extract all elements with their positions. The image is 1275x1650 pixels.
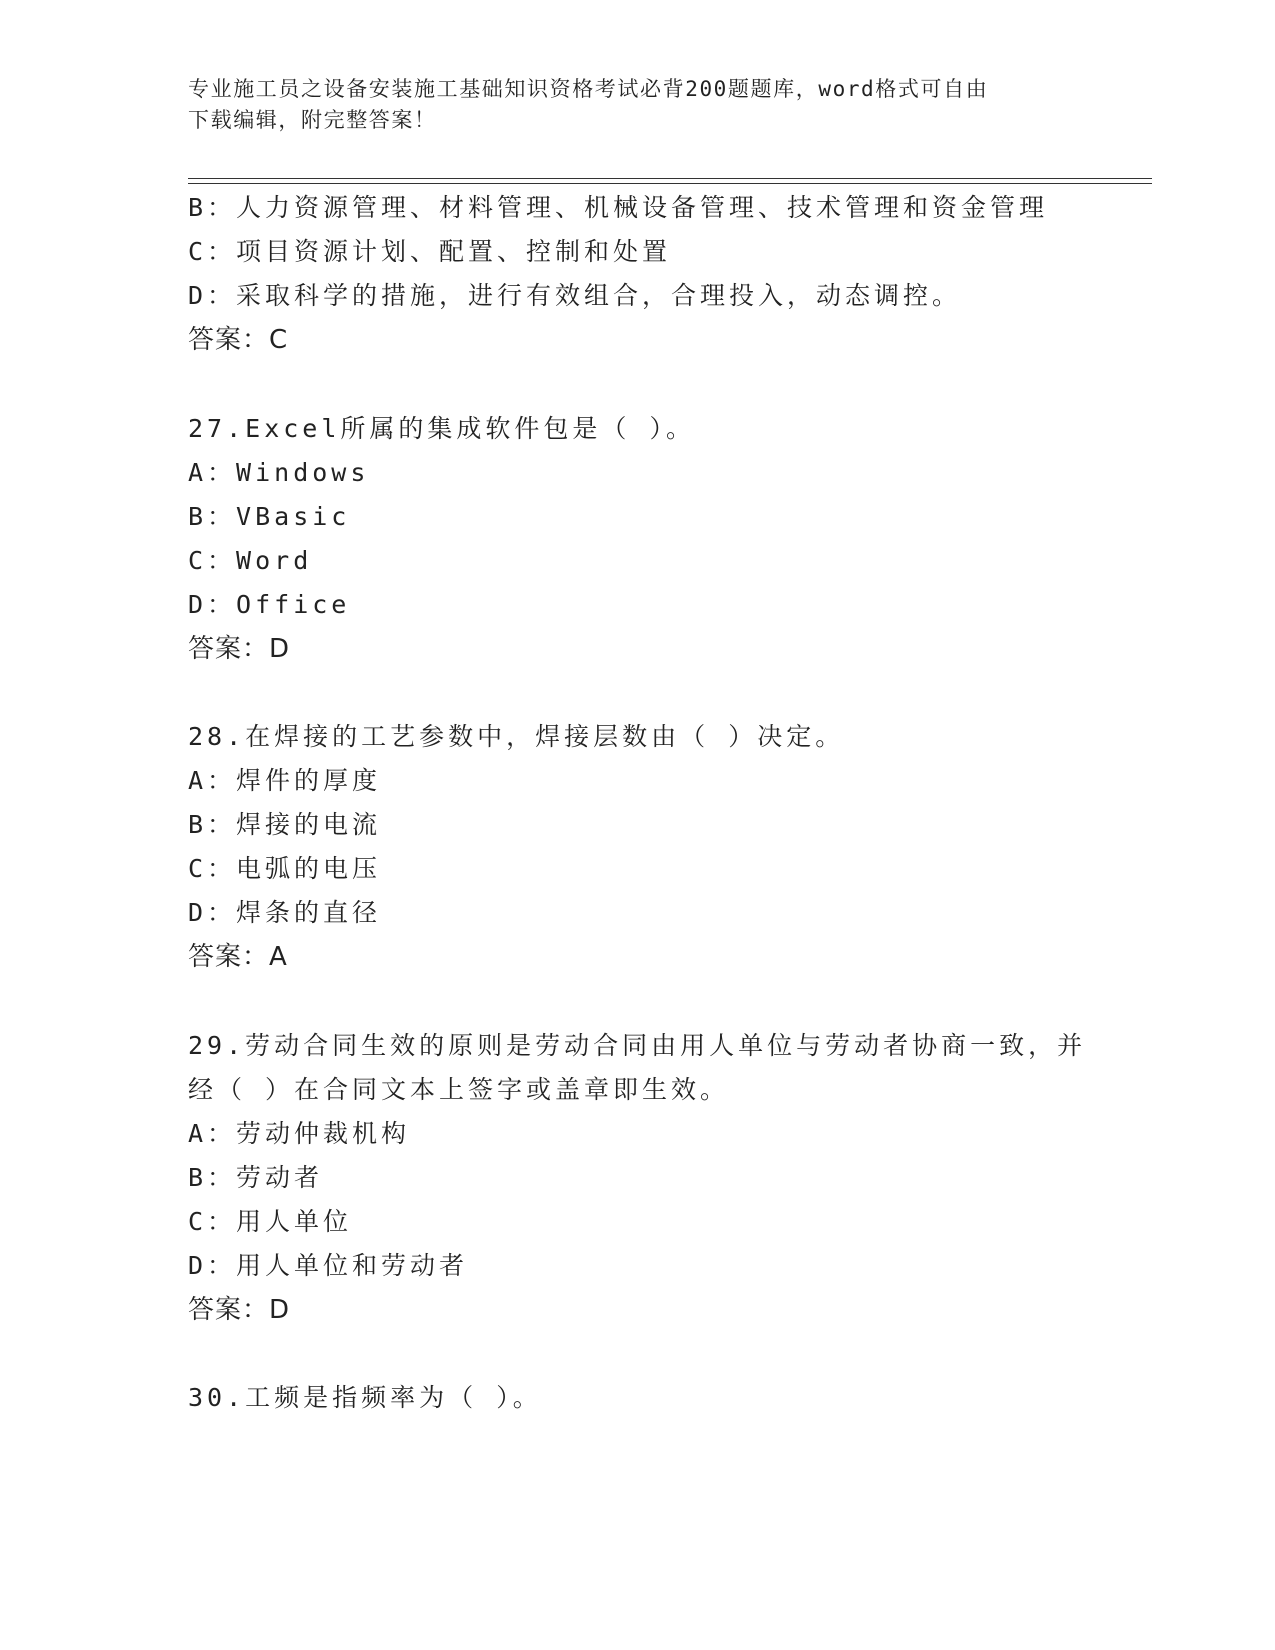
q29-question-line-1: 29.劳动合同生效的原则是劳动合同由用人单位与劳动者协商一致，并 <box>188 1031 1087 1060</box>
header-divider-bottom <box>188 183 1152 184</box>
q28-option-d: D：焊条的直径 <box>188 898 382 927</box>
q29-option-b: B：劳动者 <box>188 1163 324 1192</box>
q29-option-a: A：劳动仲裁机构 <box>188 1119 411 1148</box>
q27-option-c: C：Word <box>188 546 313 575</box>
q28-option-c: C：电弧的电压 <box>188 854 382 883</box>
header-divider-top <box>188 178 1152 179</box>
q27-option-b: B：VBasic <box>188 502 351 531</box>
document-header <box>188 74 1088 136</box>
q26-option-b: B：人力资源管理、材料管理、机械设备管理、技术管理和资金管理 <box>188 193 1049 222</box>
q27-option-a: A：Windows <box>188 458 370 487</box>
q27-option-d: D：Office <box>188 590 351 619</box>
q29-option-d: D：用人单位和劳动者 <box>188 1251 469 1280</box>
q30-question: 30.工频是指频率为（ ）。 <box>188 1383 542 1412</box>
q27-question: 27.Excel所属的集成软件包是（ ）。 <box>188 414 695 443</box>
q29-question-line-2: 经（ ）在合同文本上签字或盖章即生效。 <box>188 1075 730 1104</box>
q28-question: 28.在焊接的工艺参数中，焊接层数由（ ）决定。 <box>188 722 845 751</box>
q27-answer: 答案：D <box>188 634 291 664</box>
q26-option-d: D：采取科学的措施，进行有效组合，合理投入，动态调控。 <box>188 281 962 310</box>
header-line-1: 专业施工员之设备安装施工基础知识资格考试必背200题题库，word格式可自由 <box>188 77 989 101</box>
header-line-2: 下载编辑，附完整答案！ <box>188 108 437 132</box>
q29-answer: 答案：D <box>188 1295 291 1325</box>
q29-option-c: C：用人单位 <box>188 1207 353 1236</box>
q28-option-a: A：焊件的厚度 <box>188 766 382 795</box>
q28-answer: 答案：A <box>188 942 288 972</box>
q26-option-c: C：项目资源计划、配置、控制和处置 <box>188 237 672 266</box>
q28-option-b: B：焊接的电流 <box>188 810 382 839</box>
q26-answer: 答案：C <box>188 325 289 355</box>
